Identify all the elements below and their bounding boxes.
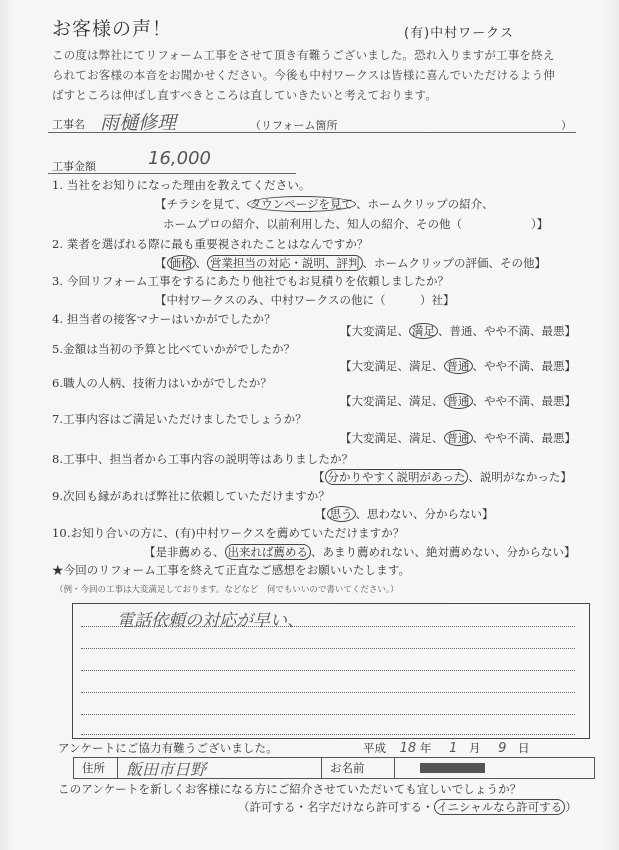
question-9-options [315,506,494,522]
question-9: 9.次回も縁があれば弊社に依頼していただけますか？ [52,489,330,503]
impressions-example: （例・今回の工事は大変満足しております。などなど 何でもいいので書いてください。） [55,585,399,595]
question-3: 3. 今回リフォーム工事をするにあたり他社でもお見積りを依頼しましたか？ [52,274,450,288]
option-text: ） [565,800,577,814]
selected-option-yes[interactable]: 思う [327,506,356,522]
option-text: 、ホームクリップの評価、その他】 [362,256,547,270]
selected-option-clear-explanation[interactable]: 分かりやすく説明があった [325,469,469,485]
option-text: 、思わない、分からない】 [355,507,494,521]
work-name-label: 工事名 [52,118,85,131]
question-8: 8.工事中、担当者から工事内容の説明等はありましたか？ [52,452,354,466]
intro-line: ばすところは伸ばし直すべきところは直していきたいと考えております。 [52,88,437,102]
option-text: 、普通、やや不満、最悪】 [438,324,576,338]
consent-question: このアンケートを新しくお客様になる方にご紹介させていただいても宜しいでしょうか？ [58,782,522,796]
question-2-options [155,255,546,271]
question-5-options [340,358,576,374]
comment-text[interactable]: 電話依頼の対応が早い、 [117,611,304,631]
redacted-name-bar [420,763,485,773]
selected-option-town-page[interactable]: タウンページを見て [247,196,356,212]
comment-line [81,670,575,671]
question-4-options [340,323,576,339]
option-text: 【大変満足、満足、 [340,431,444,445]
page-title: お客様の声！ [52,18,173,40]
question-4: 4. 担当者の接客マナーはいかがでしたか？ [52,312,276,326]
customer-info-table [73,757,595,779]
option-text: 、やや不満、最悪】 [472,359,576,373]
comment-line [81,692,575,693]
intro-line: られてお客様の本音をお聞かせください。今後も中村ワークスは皆様に喜んでいただけるよう伸 [52,68,555,82]
option-text: 【 [315,507,327,521]
intro-line: この度は弊社にてリフォーム工事をさせて頂き有難うございました。恐れ入りますが工事を終え [52,48,555,62]
option-text: 、ホームクリップの紹介、 [356,197,494,211]
consent-options [238,799,577,815]
date-day[interactable]: 9 [498,741,507,756]
comment-line [81,714,575,715]
selected-option-would-recommend[interactable]: 出来れば薦める [225,544,312,560]
date-day-unit: 日 [518,741,530,755]
option-text: 【大変満足、満足、 [340,359,444,373]
work-name-value[interactable]: 雨樋修理 [100,112,177,134]
date-year[interactable]: 18 [399,741,417,756]
option-text: 【チラシを見て、 [155,197,247,211]
question-2: 2. 業者を選ばれる際に最も重要視されたことはなんですか？ [52,237,369,251]
amount-label: 工事金額 [52,160,96,173]
reform-location-close: ） [561,119,572,132]
option-text: 、やや不満、最悪】 [472,394,576,408]
selected-option-sales-response[interactable]: 営業担当の対応・説明、評判 [207,255,363,271]
survey-date [363,740,530,756]
option-text: 、説明がなかった】 [468,470,572,484]
amount-value[interactable]: 16,000 [148,148,211,169]
date-era: 平成 [363,741,386,755]
question-5: 5.金額は当初の予算と比べていかがでしたか？ [52,342,296,356]
selected-option-average[interactable]: 普通 [444,430,473,446]
reform-location-label: （リフォーム箇所 [250,119,338,132]
date-year-unit: 年 [419,741,432,755]
selected-option-average[interactable]: 普通 [444,358,473,374]
question-7-options [340,430,576,446]
company-name: (有)中村ワークス [404,26,515,41]
option-text: （許可する・名字だけなら許可する・ [238,800,434,814]
name-label: お名前 [322,758,395,778]
question-8-options [313,469,572,485]
option-text: 【大変満足、満足、 [340,394,444,408]
comment-line [81,648,575,649]
question-10: 10.お知り合いの方に、(有)中村ワークスを薦めていただけますか？ [52,526,405,540]
question-6: 6.職人の人柄、技術力はいかがでしたか？ [52,376,272,390]
option-text: 【 [313,470,325,484]
date-month-unit: 月 [468,741,481,755]
selected-option-average[interactable]: 普通 [444,393,473,409]
option-text: 、やや不満、最悪】 [472,431,576,445]
option-text: 【 [155,256,167,270]
question-6-options [340,393,576,409]
thanks-text: アンケートにご協力有難うございました。 [58,741,278,755]
question-3-options: 【中村ワークスのみ、中村ワークスの他に（ ）社】 [155,293,455,307]
selected-option-price[interactable]: 価格 [167,255,196,271]
address-label: 住所 [74,758,118,778]
intro-text [52,45,555,105]
selected-option-satisfied[interactable]: 満足 [409,323,438,339]
question-1-options-line1 [155,196,494,212]
comment-line [81,734,575,735]
impressions-heading: ★今回のリフォーム工事を終えて正直なご感想をお願いいたします。 [52,563,411,577]
question-10-options [144,544,576,560]
option-text: 、 [195,256,207,270]
question-1: 1. 当社をお知りになった理由を教えてください。 [52,178,311,192]
comment-box[interactable] [72,603,590,739]
address-value[interactable]: 飯田市日野 [118,758,322,778]
question-7: 7.工事内容はご満足いただけましたでしょうか？ [52,412,307,426]
option-text: 【大変満足、 [340,324,409,338]
question-1-options-line2: ホームプロの紹介、以前利用した、知人の紹介、その他（ ）】 [163,217,549,231]
option-text: 、あまり薦めれない、絶対薦めない、分からない】 [311,545,576,559]
date-month[interactable]: 1 [449,741,458,756]
selected-option-initials-ok[interactable]: イニシャルなら許可する [434,799,566,815]
option-text: 【是非薦める、 [144,545,225,559]
